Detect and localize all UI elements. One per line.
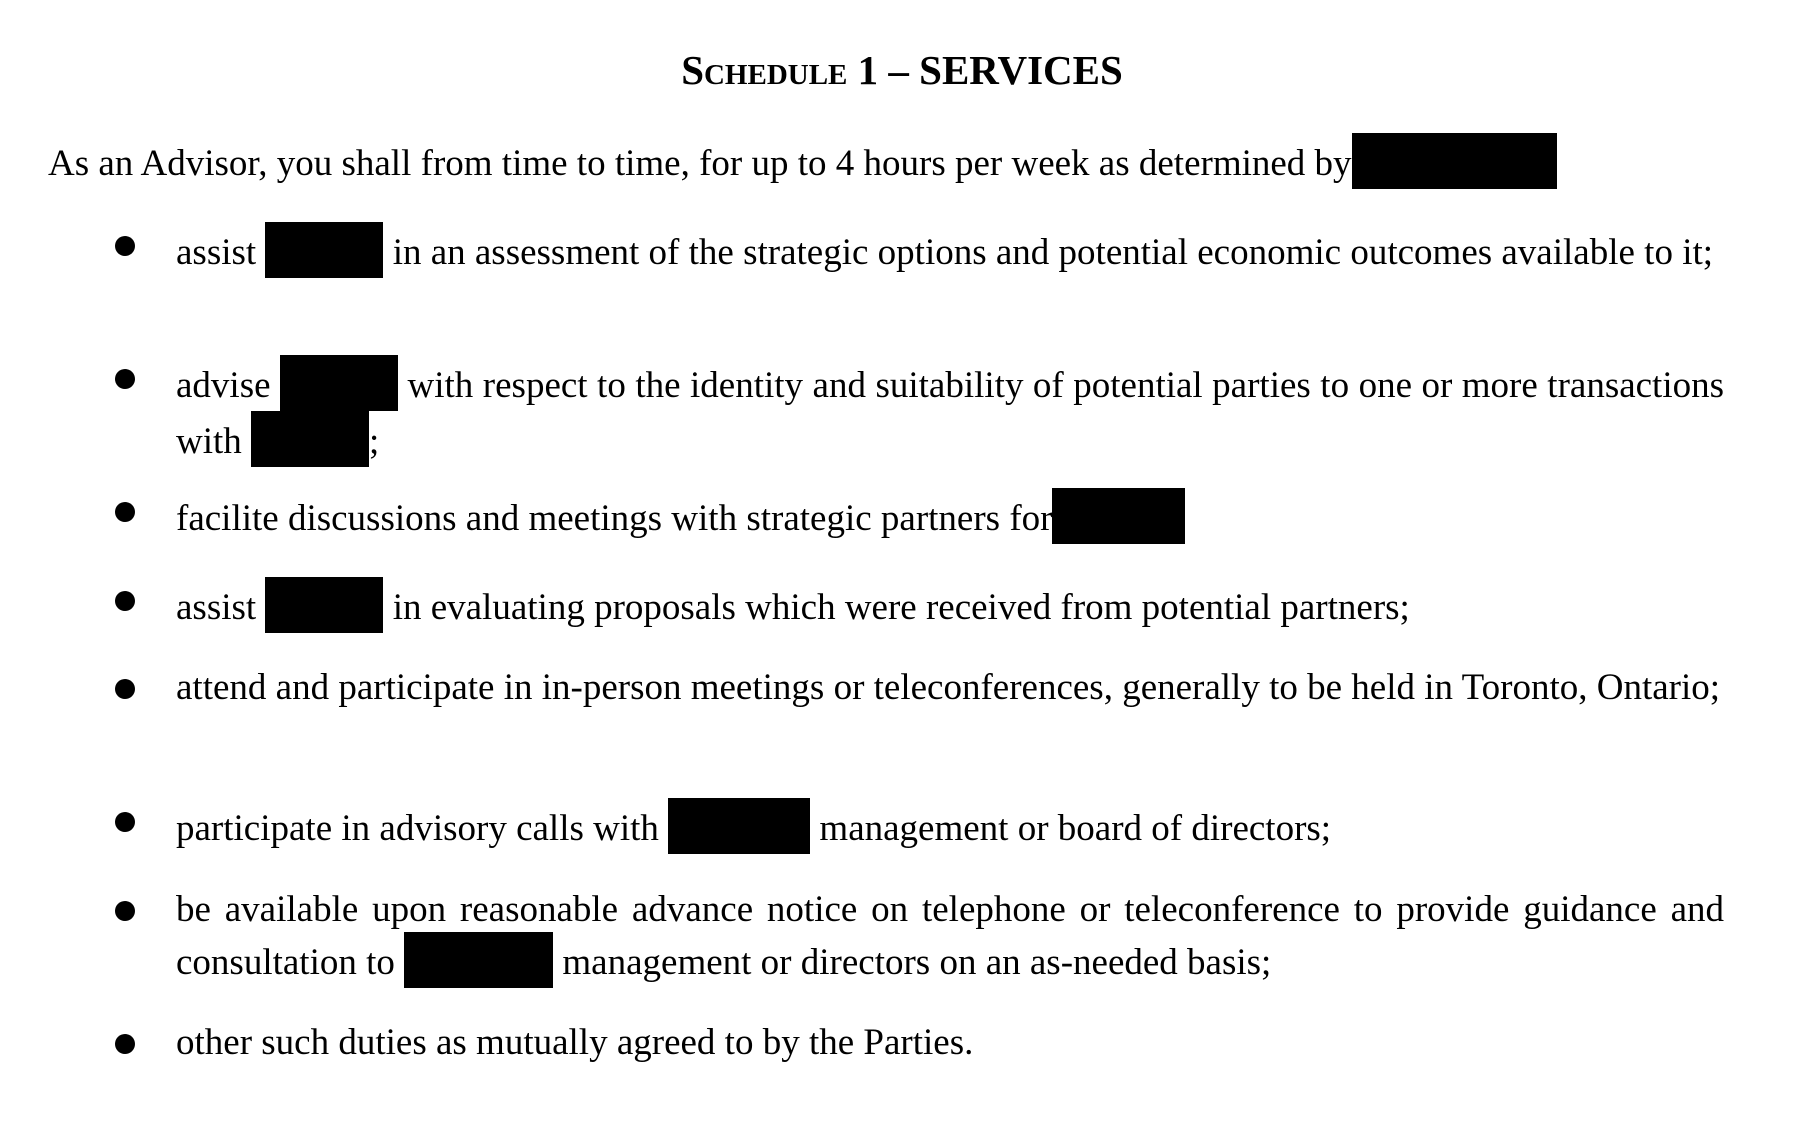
list-item-text-part: assist <box>176 587 257 628</box>
bullet-icon <box>115 236 135 256</box>
title-rest: 1 – SERVICES <box>847 47 1123 93</box>
bullet-icon <box>115 812 135 832</box>
list-item-text-part: be available upon reasonable advance notice on telephone or teleconference to provide guidance and consultation to <box>176 889 1724 983</box>
list-item-text-part: ; <box>369 421 380 462</box>
list-item-text-part: assist <box>176 232 257 273</box>
list-item-text <box>176 488 1724 544</box>
redaction-block <box>280 355 398 411</box>
bullet-icon <box>115 1034 135 1054</box>
intro-paragraph <box>48 133 1778 189</box>
redaction-block <box>265 577 383 633</box>
bullet-icon <box>115 591 135 611</box>
list-item-text-part: facilite discussions and meetings with strategic partners for <box>176 498 1053 539</box>
schedule-title <box>0 46 1804 94</box>
list-item-text-part: management or directors on an as-needed basis; <box>562 942 1272 983</box>
list-item-text <box>176 798 1724 854</box>
list-item-text-part: attend and participate in in-person meetings or teleconferences, generally to be held in Toronto, Ontario; <box>176 667 1721 708</box>
intro-text: As an Advisor, you shall from time to time, for up to 4 hours per week as determined by <box>48 143 1352 184</box>
list-item-text <box>176 665 1724 710</box>
list-item-text <box>176 1020 1724 1065</box>
redaction-block <box>265 222 383 278</box>
list-item-text-part: with respect to the identity and suitability of potential parties to one or more transactions with <box>176 365 1725 462</box>
list-item-text <box>176 355 1724 467</box>
redaction-block <box>668 798 810 854</box>
title-prefix: Schedule <box>681 47 848 93</box>
bullet-icon <box>115 901 135 921</box>
bullet-icon <box>115 369 135 389</box>
list-item-text-part: other such duties as mutually agreed to by the Parties. <box>176 1022 974 1063</box>
redaction-block <box>1352 133 1557 189</box>
redaction-block <box>404 932 553 988</box>
redaction-block <box>251 411 369 467</box>
list-item-text <box>176 577 1724 633</box>
list-item-text-part: advise <box>176 365 271 406</box>
list-item-text-part: in an assessment of the strategic options and potential economic outcomes available to it; <box>392 232 1714 273</box>
bullet-icon <box>115 679 135 699</box>
redaction-block <box>1052 488 1185 544</box>
list-item-text-part: participate in advisory calls with <box>176 808 659 849</box>
list-item-text <box>176 222 1724 278</box>
list-item-text-part: in evaluating proposals which were received from potential partners; <box>392 587 1410 628</box>
bullet-icon <box>115 502 135 522</box>
list-item-text <box>176 887 1724 988</box>
list-item-text-part: management or board of directors; <box>819 808 1332 849</box>
